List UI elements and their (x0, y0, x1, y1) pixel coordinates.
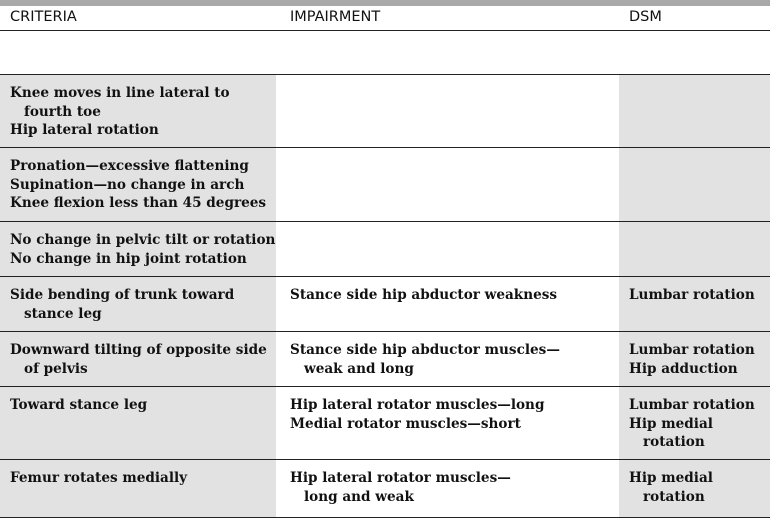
dsm-cell (619, 332, 770, 387)
dsm-line: rotation (643, 434, 705, 450)
criteria-line: of pelvis (24, 360, 88, 377)
table-row (0, 75, 770, 148)
dsm-cell (619, 460, 770, 518)
dsm-cell (619, 148, 770, 222)
impairment-line: Stance side hip abductor muscles— (290, 342, 560, 358)
table-row (0, 460, 770, 518)
impairment-cell (276, 75, 619, 148)
criteria-line: stance leg (24, 305, 102, 322)
impairment-line: Stance side hip abductor weakness (290, 287, 558, 303)
impairment-cell (276, 277, 619, 332)
criteria-line: Downward tilting of opposite side (10, 342, 267, 358)
table-row (0, 148, 770, 222)
criteria-cell (0, 31, 276, 75)
impairment-cell (276, 31, 619, 75)
dsm-cell (619, 31, 770, 75)
criteria-line: Hip lateral rotation (10, 122, 159, 138)
criteria-cell (0, 222, 276, 277)
header-row (0, 6, 770, 31)
dsm-cell (619, 277, 770, 332)
criteria-cell (0, 75, 276, 148)
impairment-line: Hip lateral rotator muscles— (290, 470, 511, 486)
criteria-cell (0, 387, 276, 460)
impairment-line: Hip lateral rotator muscles—long (290, 397, 545, 413)
criteria-line: No change in pelvic tilt or rotation (10, 232, 276, 248)
impairment-cell (276, 332, 619, 387)
criteria-line: No change in hip joint rotation (10, 250, 247, 267)
dsm-line: Hip medial (629, 470, 713, 486)
impairment-cell (276, 148, 619, 222)
header-criteria: CRITERIA (0, 6, 276, 31)
table-row (0, 31, 770, 75)
criteria-table (0, 6, 770, 518)
criteria-line: fourth toe (24, 103, 101, 120)
dsm-line: Lumbar rotation (629, 287, 755, 303)
dsm-line: Lumbar rotation (629, 342, 755, 358)
table-row (0, 222, 770, 277)
table-row (0, 332, 770, 387)
criteria-line: Knee moves in line lateral to (10, 85, 230, 101)
criteria-line: Supination—no change in arch (10, 176, 245, 193)
dsm-cell (619, 75, 770, 148)
criteria-line: Femur rotates medially (10, 470, 188, 486)
criteria-line: Side bending of trunk toward (10, 287, 235, 303)
criteria-line: Knee flexion less than 45 degrees (10, 195, 267, 211)
impairment-line: long and weak (304, 488, 414, 505)
dsm-line: Hip adduction (629, 360, 738, 377)
impairment-line: Medial rotator muscles—short (290, 415, 521, 432)
criteria-cell (0, 148, 276, 222)
table-row (0, 387, 770, 460)
dsm-cell (619, 387, 770, 460)
header-dsm: DSM (619, 6, 770, 31)
dsm-line: Hip medial (629, 415, 713, 432)
impairment-cell (276, 460, 619, 518)
dsm-line: Lumbar rotation (629, 397, 755, 413)
impairment-line: weak and long (304, 360, 414, 377)
criteria-cell (0, 332, 276, 387)
header-impairment: IMPAIRMENT (276, 6, 619, 31)
table-row (0, 277, 770, 332)
dsm-line: rotation (643, 488, 705, 505)
impairment-cell (276, 222, 619, 277)
criteria-cell (0, 460, 276, 518)
criteria-line: Toward stance leg (10, 397, 148, 413)
impairment-cell (276, 387, 619, 460)
criteria-line: Pronation—excessive flattening (10, 158, 249, 174)
criteria-cell (0, 277, 276, 332)
dsm-cell (619, 222, 770, 277)
